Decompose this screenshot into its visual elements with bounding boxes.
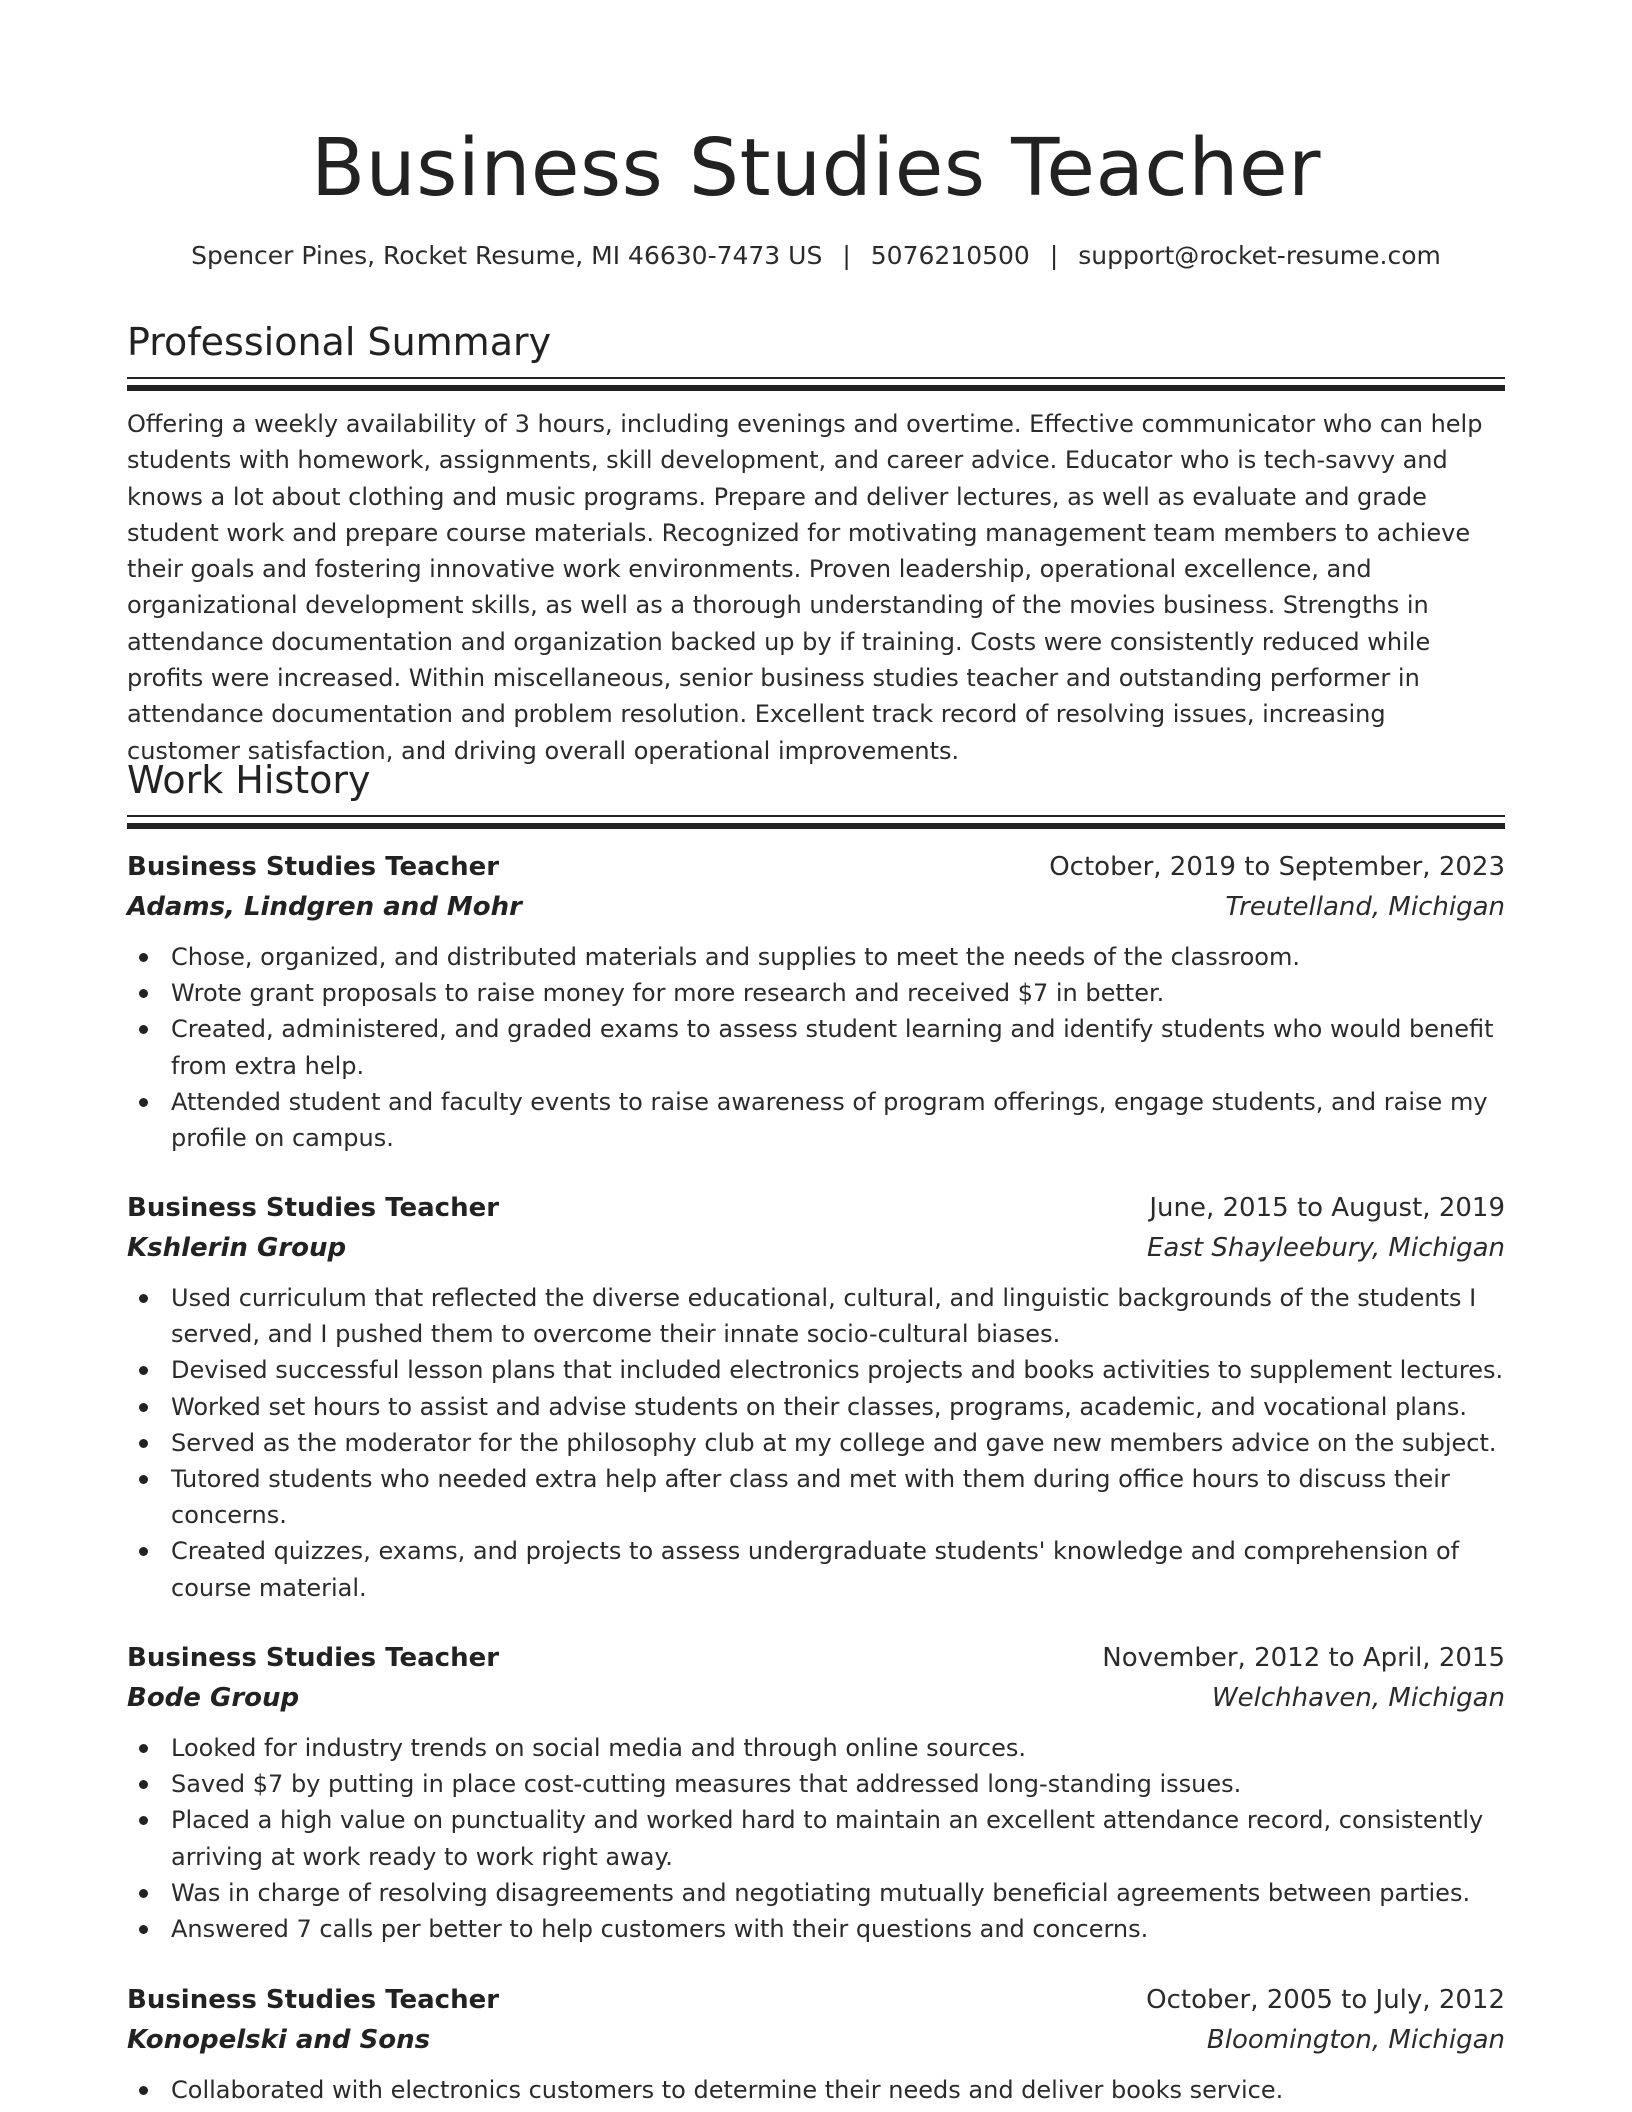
job-bullet-text: Used curriculum that reflected the diverse educational, cultural, and linguistic backgrounds of the students I served, and I pushed them to overcome their innate socio-cultural biases. xyxy=(171,1284,1477,1349)
job-bullet xyxy=(127,1766,1505,1802)
job-entry xyxy=(127,1980,1505,2108)
job-bullet xyxy=(127,1352,1505,1388)
job-bullet-list xyxy=(127,1280,1505,1606)
job-bullet-text: Chose, organized, and distributed materials and supplies to meet the needs of the classroom. xyxy=(171,943,1300,971)
job-title: Business Studies Teacher xyxy=(127,1643,500,1673)
job-bullet xyxy=(127,1802,1505,1874)
job-dates: November, 2012 to April, 2015 xyxy=(1102,1643,1505,1673)
job-bullet-text: Served as the moderator for the philosophy club at my college and gave new members advice on the subject. xyxy=(171,1428,1497,1457)
job-bullet xyxy=(127,1425,1505,1461)
job-company: Bode Group xyxy=(127,1683,300,1713)
job-bullet xyxy=(127,939,1505,975)
bullet-icon xyxy=(139,1098,148,1107)
job-bullet-text: Looked for industry trends on social media and through online sources. xyxy=(171,1734,1026,1762)
bullet-icon xyxy=(139,1294,148,1303)
bullet-icon xyxy=(139,1889,148,1898)
job-entry xyxy=(127,1188,1505,1606)
bullet-icon xyxy=(139,1816,148,1825)
job-company: Konopelski and Sons xyxy=(127,2025,431,2055)
job-title: Business Studies Teacher xyxy=(127,852,500,882)
job-dates: October, 2019 to September, 2023 xyxy=(1049,852,1505,882)
job-company: Adams, Lindgren and Mohr xyxy=(127,892,522,922)
job-entry xyxy=(127,1638,1505,1947)
job-bullet xyxy=(127,975,1505,1011)
job-bullet-text: Worked set hours to assist and advise students on their classes, programs, academic, and vocational plans. xyxy=(171,1392,1467,1421)
job-bullet xyxy=(127,1533,1505,1605)
bullet-icon xyxy=(139,1744,148,1753)
job-bullet-text: Saved $7 by putting in place cost-cutting measures that addressed long-standing issues. xyxy=(171,1770,1242,1799)
job-bullet xyxy=(127,1011,1505,1083)
job-location: Welchhaven, Michigan xyxy=(1211,1683,1505,1713)
job-location: East Shayleebury, Michigan xyxy=(1146,1233,1505,1263)
job-bullet-text: Wrote grant proposals to raise money for more research and received $7 in better. xyxy=(171,979,1165,1008)
bullet-icon xyxy=(139,989,148,998)
job-bullet-text: Answered 7 calls per better to help customers with their questions and concerns. xyxy=(171,1915,1149,1944)
contact-line xyxy=(127,238,1505,274)
bullet-icon xyxy=(139,2086,148,2095)
job-bullet-text: Created quizzes, exams, and projects to assess undergraduate students' knowledge and comprehension of course material. xyxy=(171,1537,1460,1602)
job-bullet xyxy=(127,1911,1505,1947)
bullet-icon xyxy=(139,1025,148,1034)
contact-phone: 5076210500 xyxy=(870,241,1030,270)
contact-address: Spencer Pines, Rocket Resume, MI 46630-7473 US xyxy=(191,241,823,270)
job-dates: October, 2005 to July, 2012 xyxy=(1146,1985,1505,2015)
bullet-icon xyxy=(139,1366,148,1375)
job-bullet-list xyxy=(127,1730,1505,1947)
job-location: Bloomington, Michigan xyxy=(1206,2025,1505,2055)
resume-title: Business Studies Teacher xyxy=(310,122,1322,214)
job-bullet-list xyxy=(127,939,1505,1156)
bullet-icon xyxy=(139,1475,148,1484)
job-company: Kshlerin Group xyxy=(127,1233,347,1263)
job-title: Business Studies Teacher xyxy=(127,1985,500,2015)
job-bullet-text: Created, administered, and graded exams to assess student learning and identify students who would benefit from extra help. xyxy=(171,1015,1494,1080)
job-location: Treutelland, Michigan xyxy=(1225,892,1505,922)
job-bullet xyxy=(127,1875,1505,1911)
job-bullet-text: Was in charge of resolving disagreements and negotiating mutually beneficial agreements between parties. xyxy=(171,1878,1471,1907)
bullet-icon xyxy=(139,953,148,962)
job-dates: June, 2015 to August, 2019 xyxy=(1149,1193,1505,1223)
job-bullet-text: Placed a high value on punctuality and worked hard to maintain an excellent attendance record, consistently arriving at work ready to work right away. xyxy=(171,1806,1484,1871)
job-bullet xyxy=(127,1461,1505,1533)
job-bullet xyxy=(127,1389,1505,1425)
job-bullet xyxy=(127,1084,1505,1156)
bullet-icon xyxy=(139,1403,148,1412)
job-bullet-list xyxy=(127,2072,1505,2108)
summary-text: Offering a weekly availability of 3 hours, including evenings and overtime. Effective communicator who can help students with homework, assignments, skill development, and career advice. Educator who is tech-savvy and knows a lot about clothing and music programs. Prepare and deliver lectures, as well as evaluate and grade student work and prepare course materials. Recognized for motivating management team members to achieve their goals and fostering innovative work environments. Proven leadership, operational excellence, and organizational development skills, as well as a thorough understanding of the movies business. Strengths in attendance documentation and organization backed up by if training. Costs were consistently reduced while profits were increased. Within miscellaneous, senior business studies teacher and outstanding performer in attendance documentation and problem resolution. Excellent track record of resolving issues, increasing customer satisfaction, and driving overall operational improvements. xyxy=(127,410,1483,765)
job-bullet-text: Collaborated with electronics customers to determine their needs and deliver books service. xyxy=(171,2076,1284,2104)
bullet-icon xyxy=(139,1439,148,1448)
job-entry xyxy=(127,847,1505,1156)
job-bullet xyxy=(127,1280,1505,1352)
contact-separator: | xyxy=(842,241,851,270)
work-history-divider xyxy=(127,815,1505,829)
bullet-icon xyxy=(139,1925,148,1934)
job-bullet-text: Attended student and faculty events to raise awareness of program offerings, engage students, and raise my profile on campus. xyxy=(171,1087,1488,1153)
summary-heading: Professional Summary xyxy=(127,320,552,364)
work-history-heading: Work History xyxy=(127,758,371,802)
job-bullet xyxy=(127,1730,1505,1766)
contact-email: support@rocket-resume.com xyxy=(1078,241,1441,270)
bullet-icon xyxy=(139,1547,148,1556)
job-bullet-text: Devised successful lesson plans that included electronics projects and books activities to supplement lectures. xyxy=(171,1356,1504,1385)
job-title: Business Studies Teacher xyxy=(127,1193,500,1223)
summary-divider xyxy=(127,377,1505,391)
job-bullet xyxy=(127,2072,1505,2108)
contact-separator: | xyxy=(1049,241,1059,270)
job-bullet-text: Tutored students who needed extra help after class and met with them during office hours to discuss their concerns. xyxy=(171,1465,1450,1530)
bullet-icon xyxy=(139,1780,148,1789)
